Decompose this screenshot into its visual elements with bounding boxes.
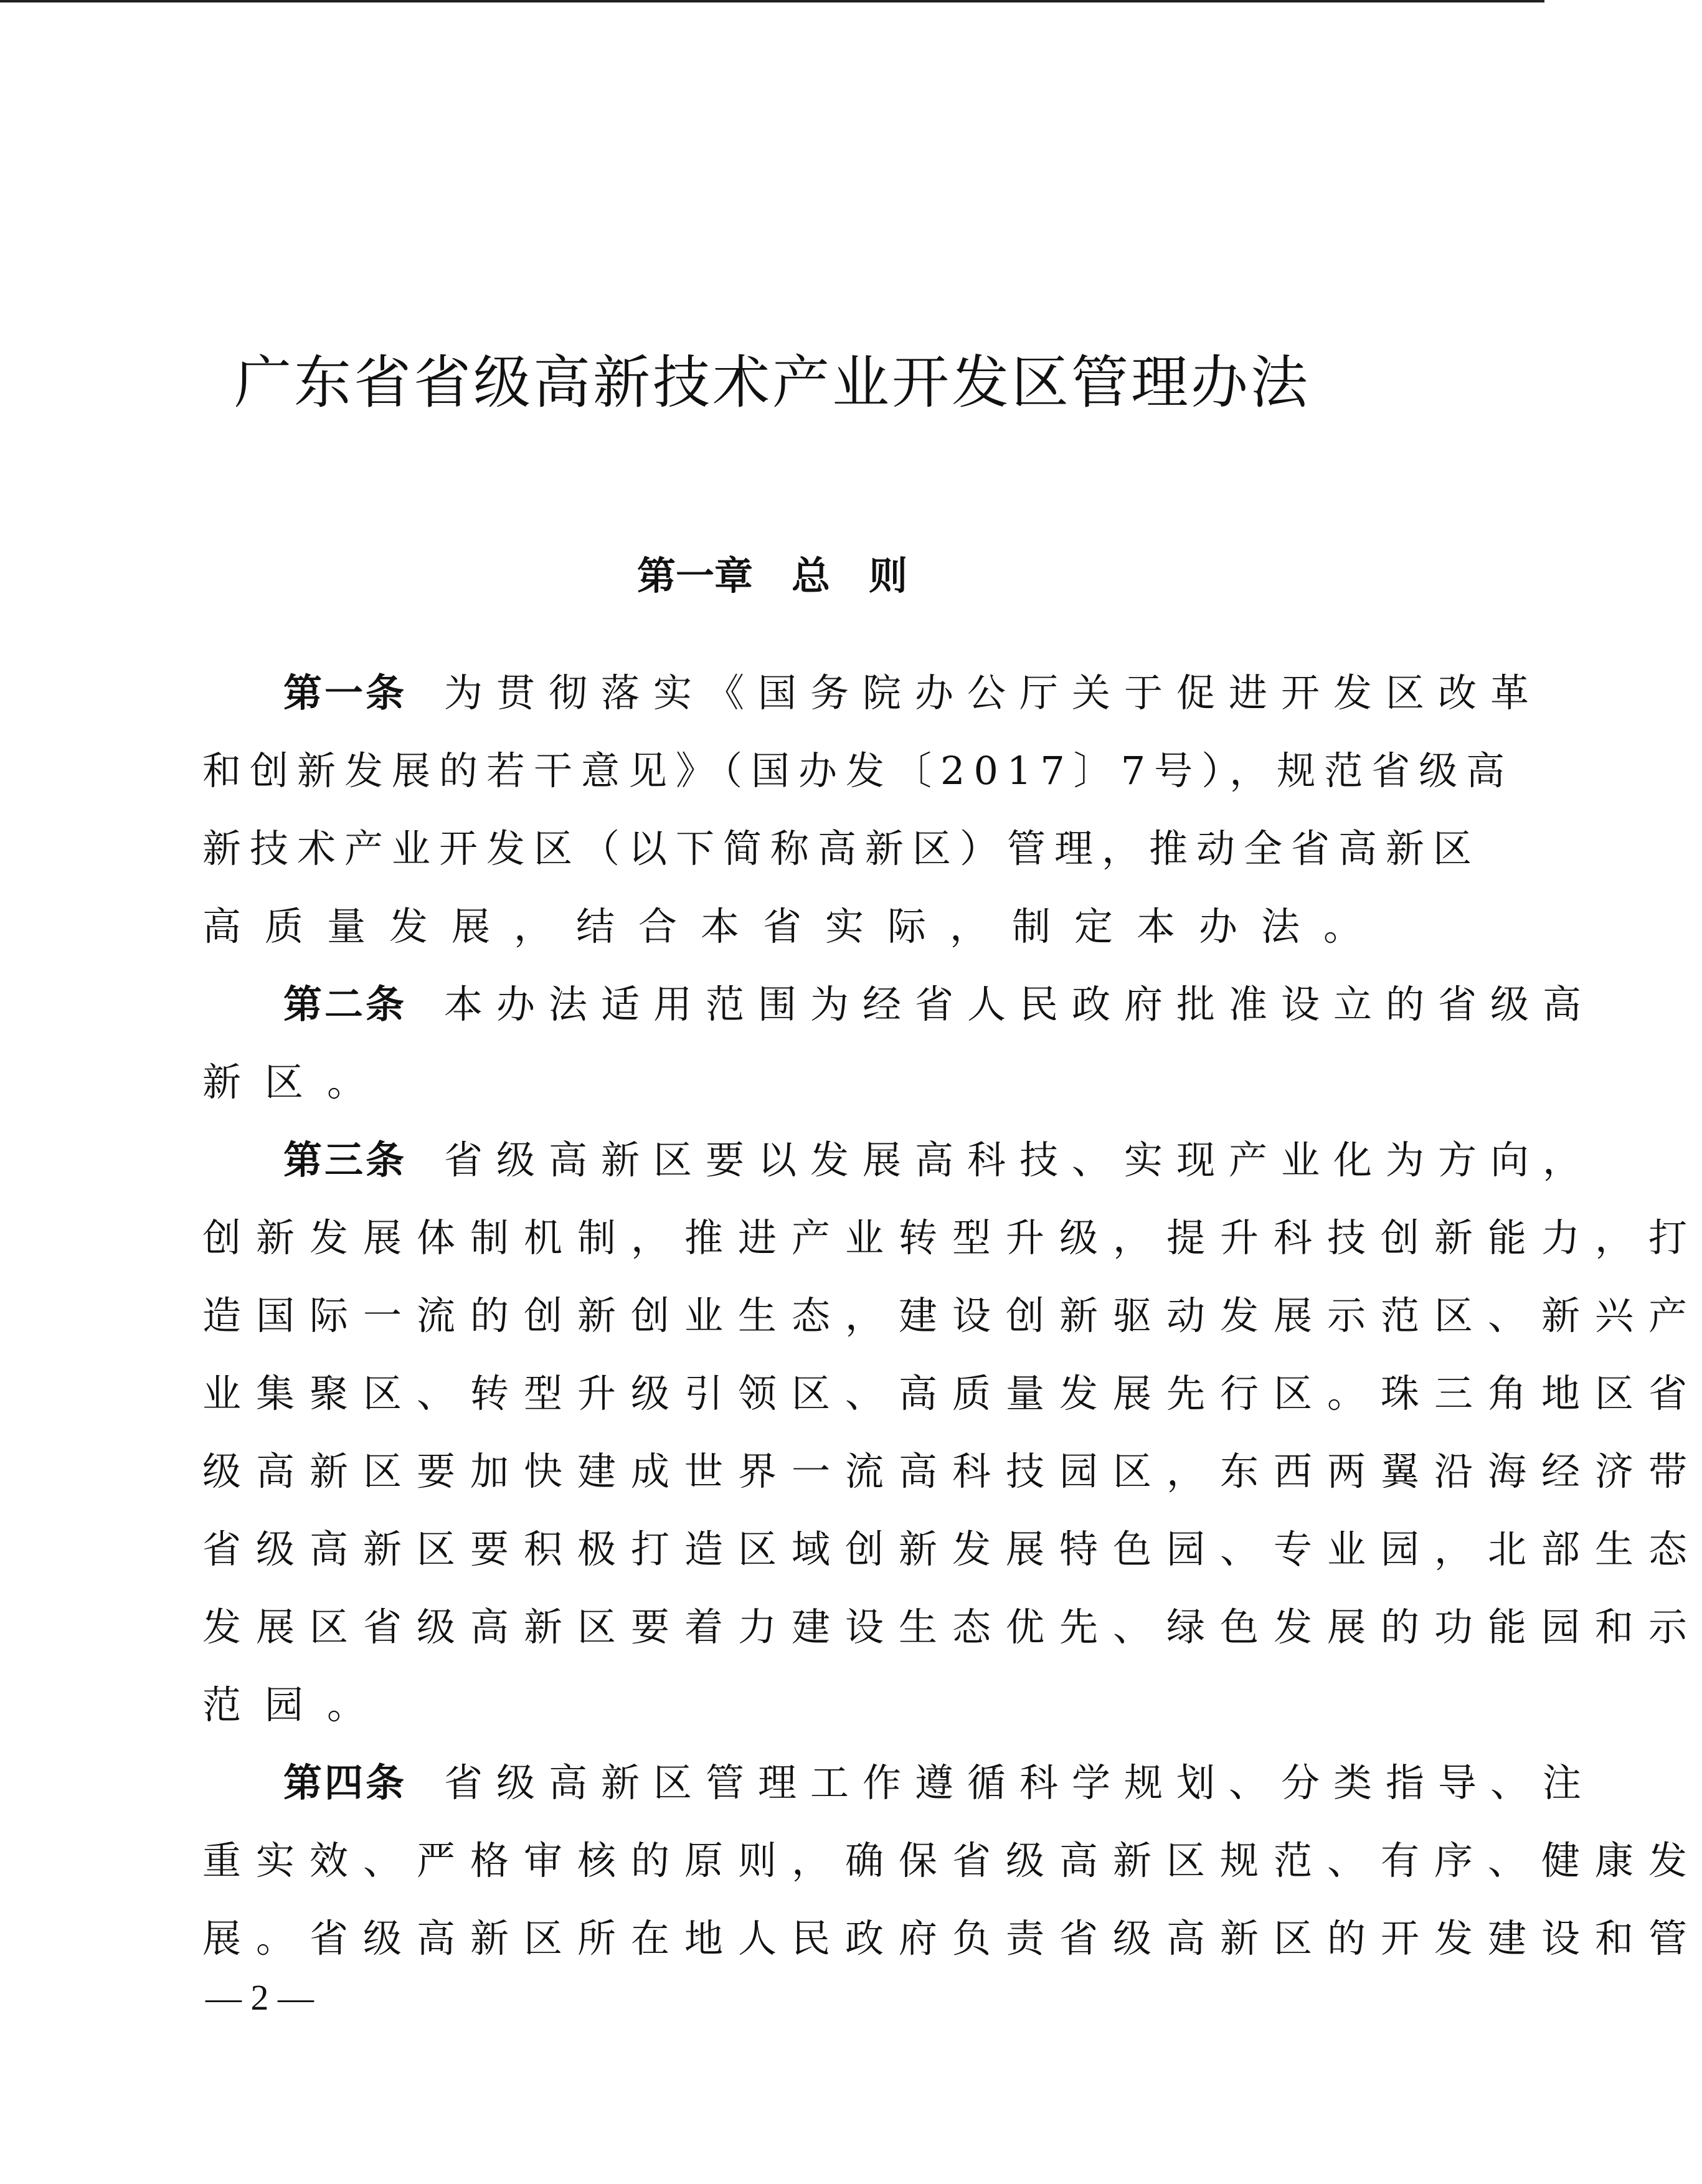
article-line: [202, 1121, 1596, 1199]
chapter-number: 第一章: [636, 553, 753, 598]
article-label: 第四条: [283, 1760, 407, 1805]
article-line: 业集聚区、转型升级引领区、高质量发展先行区。珠三角地区省: [202, 1371, 1702, 1416]
article-line: 范园。: [202, 1682, 390, 1728]
chapter-name-part1: 总: [791, 553, 830, 598]
article-line: [202, 1744, 1596, 1822]
article-text: 省级高新区要以发展高科技、实现产业化为方向，: [444, 1137, 1596, 1183]
document-title: 广东省省级高新技术产业开发区管理办法: [234, 349, 1310, 416]
article-label: 第二条: [283, 981, 407, 1027]
article-label: 第一条: [283, 670, 407, 716]
article-line: 和创新发展的若干意见》（国办发〔2017〕7号），规范省级高: [202, 748, 1514, 793]
article-line: 展。省级高新区所在地人民政府负责省级高新区的开发建设和管: [202, 1916, 1702, 1961]
article-line: 新技术产业开发区（以下简称高新区）管理，推动全省高新区: [202, 826, 1481, 871]
article-line: 创新发展体制机制，推进产业转型升级，提升科技创新能力，打: [202, 1215, 1702, 1260]
article-line: 高质量发展，结合本省实际，制定本办法。: [202, 904, 1386, 949]
document-body: [202, 654, 1702, 1977]
article-4: [202, 1744, 1702, 1977]
article-line: [202, 654, 1543, 732]
chapter-heading: [0, 548, 1544, 604]
page-top-edge: [0, 0, 1544, 2]
article-line: [202, 965, 1596, 1043]
chapter-name-part2: 则: [869, 553, 908, 598]
article-label: 第三条: [283, 1137, 407, 1183]
article-line: 新区。: [202, 1059, 390, 1105]
article-line: 级高新区要加快建成世界一流高科技园区，东西两翼沿海经济带: [202, 1449, 1702, 1494]
article-3: [202, 1121, 1702, 1744]
article-text: 本办法适用范围为经省人民政府批准设立的省级高: [444, 981, 1596, 1027]
article-line: 省级高新区要积极打造区域创新发展特色园、专业园，北部生态: [202, 1526, 1702, 1572]
page-number: — 2 —: [206, 1977, 314, 2018]
article-line: 重实效、严格审核的原则，确保省级高新区规范、有序、健康发: [202, 1838, 1702, 1883]
article-line: 造国际一流的创新创业生态，建设创新驱动发展示范区、新兴产: [202, 1293, 1702, 1338]
article-text: 省级高新区管理工作遵循科学规划、分类指导、注: [444, 1760, 1596, 1805]
article-text: 为贯彻落实《国务院办公厅关于促进开发区改革: [444, 670, 1543, 716]
article-line: 发展区省级高新区要着力建设生态优先、绿色发展的功能园和示: [202, 1604, 1702, 1650]
article-1: [202, 654, 1543, 965]
article-2: [202, 965, 1596, 1121]
